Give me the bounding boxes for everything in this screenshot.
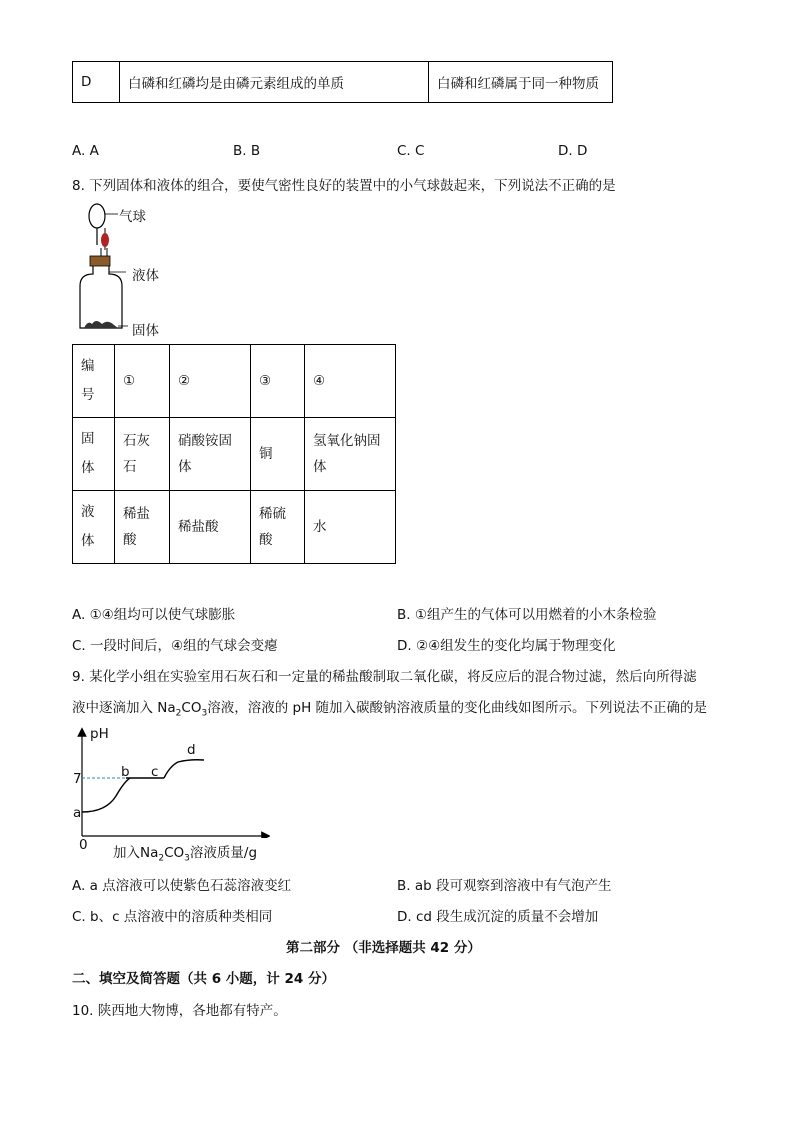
row-liquid-label: 液体 [81, 504, 95, 549]
graph-xlabel [113, 841, 257, 864]
q9-option-b: B. ab 段可观察到溶液中有气泡产生 [397, 878, 612, 894]
q9-stem-sub: 2 [175, 708, 182, 719]
table-row [73, 345, 396, 418]
solid-cell-4: 氢氧化钠固体 [313, 433, 381, 475]
liquid-cell-2: 稀盐酸 [170, 491, 251, 564]
liquid-cell-4: 水 [305, 491, 396, 564]
q9-option-c: C. b、c 点溶液中的溶质种类相同 [72, 909, 273, 925]
solid-cell-1: 石灰石 [123, 433, 150, 475]
q8-option-c: C. 一段时间后，④组的气球会变瘪 [72, 638, 278, 654]
graph-point-d: d [187, 742, 196, 758]
q9-stem-text: CO [181, 700, 202, 716]
graph-ylabel: pH [90, 726, 109, 742]
graph-seven-label: 7 [73, 771, 82, 787]
graph-xlabel-sub: 3 [184, 853, 190, 864]
balloon-label: 气球 [119, 209, 146, 225]
graph-xlabel-sub: 2 [158, 853, 165, 864]
q7-row-cell-2: 白磷和红磷属于同一种物质 [429, 62, 613, 103]
header-cell-3: ③ [251, 345, 305, 418]
graph-point-b: b [121, 764, 130, 780]
solid-cell-3: 铜 [251, 418, 305, 491]
table-row [73, 418, 396, 491]
q8-table [72, 344, 396, 564]
graph-xlabel-text: 加入Na [113, 845, 159, 861]
graph-xlabel-text: 溶液质量/g [189, 845, 258, 861]
q9-stem-text: 溶液，溶液的 pH 随加入碳酸钠溶液质量的变化曲线如图所示。下列说法不正确的是 [207, 700, 708, 716]
q9-stem-line-1: 9. 某化学小组在实验室用石灰石和一定量的稀盐酸制取二氧化碳，将反应后的混合物过滤，然后向所得滤 [72, 669, 697, 685]
graph-point-a: a [73, 805, 82, 821]
q8-option-b: B. ①组产生的气体可以用燃着的小木条检验 [397, 607, 657, 623]
q7-option-c: C. C [397, 143, 425, 159]
table-row [73, 62, 613, 103]
q9-option-d: D. cd 段生成沉淀的质量不会增加 [397, 909, 599, 925]
liquid-cell-1: 稀盐酸 [123, 506, 150, 548]
q10-stem: 10. 陕西地大物博，各地都有特产。 [72, 1003, 287, 1019]
q7-row-cell-1: 白磷和红磷均是由磷元素组成的单质 [120, 62, 429, 103]
q9-stem-line-2 [72, 696, 707, 719]
liquid-label: 液体 [132, 268, 159, 284]
q9-stem-sub: 3 [201, 708, 208, 719]
q8-option-d: D. ②④组发生的变化均属于物理变化 [397, 638, 616, 654]
q7-option-a: A. A [72, 143, 99, 159]
solid-label: 固体 [132, 323, 159, 339]
q9-option-a: A. a 点溶液可以使紫色石蕊溶液变红 [72, 878, 292, 894]
liquid-cell-3: 稀硫酸 [259, 506, 286, 548]
q7-option-b: B. B [233, 143, 261, 159]
q7-row-label: D [73, 62, 120, 103]
graph-origin: 0 [79, 837, 88, 853]
q7-option-d: D. D [558, 143, 588, 159]
row-header-label: 编号 [81, 358, 95, 403]
header-cell-4: ④ [305, 345, 396, 418]
part-two-title: 第二部分 （非选择题共 42 分） [286, 940, 481, 956]
header-cell-1: ① [115, 345, 170, 418]
ph-graph [70, 726, 270, 838]
graph-point-c: c [151, 764, 159, 780]
graph-xlabel-text: CO [164, 845, 185, 861]
solid-cell-2: 硝酸铵固体 [178, 433, 232, 475]
q9-stem-text: 液中逐滴加入 Na [72, 700, 176, 716]
q8-stem: 8. 下列固体和液体的组合，要使气密性良好的装置中的小气球鼓起来，下列说法不正确的是 [72, 178, 616, 194]
header-cell-2: ② [170, 345, 251, 418]
table-row [73, 491, 396, 564]
section-two-title: 二、填空及简答题（共 6 小题，计 24 分） [72, 971, 335, 987]
q8-option-a: A. ①④组均可以使气球膨胀 [72, 607, 236, 623]
row-solid-label: 固体 [81, 431, 95, 476]
q7-table [72, 61, 613, 103]
